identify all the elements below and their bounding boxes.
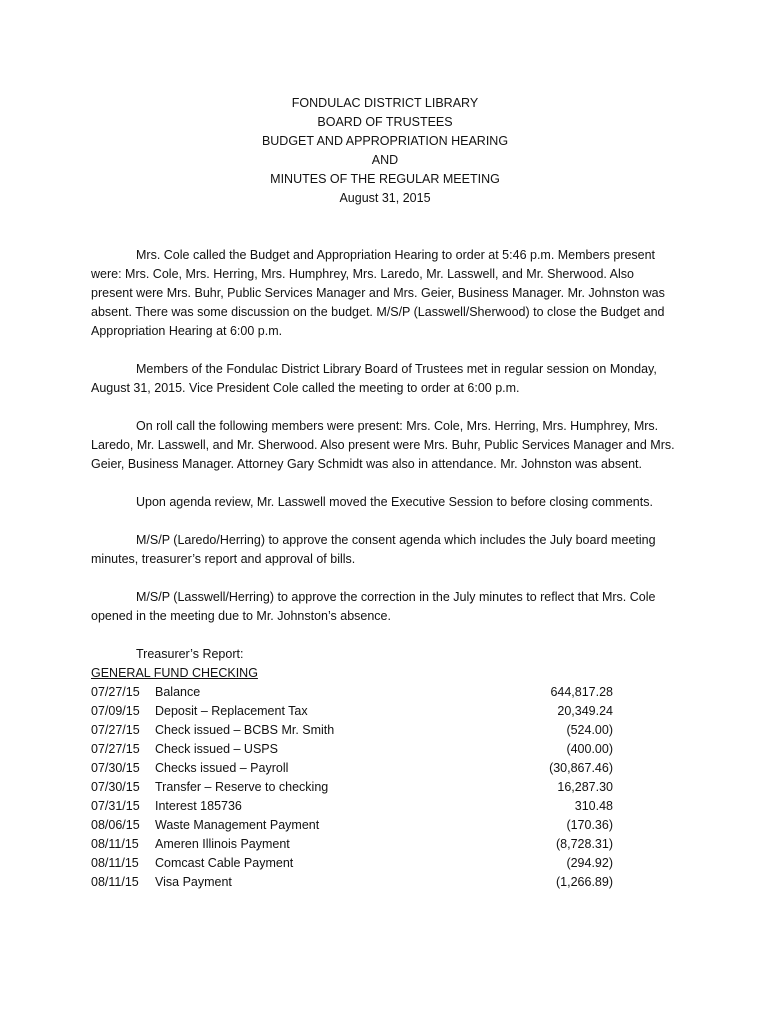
ledger-row — [91, 854, 679, 873]
entry-date: 08/06/15 — [91, 818, 140, 832]
entry-description: Visa Payment — [155, 875, 232, 889]
meeting-date: August 31, 2015 — [339, 191, 431, 205]
entry-date: 07/27/15 — [91, 723, 140, 737]
document-body — [91, 246, 679, 892]
paragraph-hearing: Mrs. Cole called the Budget and Appropriation Hearing to order at 5:46 p.m. Members present were: Mrs. Cole, Mrs. Herring, Mrs. Humphrey, Mrs. Laredo, Mr. Lasswell, and Mr. Sherwood. Also present were Mrs. Buhr, Public Services Manager and Mrs. Geier, Business Manager. Mr. Johnston was absent. There was some discussion on the budget. M/S/P (Lasswell/Sherwood) to close the Budget and Appropriation Hearing at 6:00 p.m. — [91, 248, 665, 338]
entry-description: Transfer – Reserve to checking — [155, 780, 329, 794]
ledger-row — [91, 759, 679, 778]
entry-date: 07/30/15 — [91, 780, 140, 794]
ledger-row — [91, 683, 679, 702]
ledger-row — [91, 835, 679, 854]
entry-description: Interest 185736 — [155, 799, 242, 813]
account-heading: GENERAL FUND CHECKING — [91, 666, 258, 680]
entry-date: 07/31/15 — [91, 799, 140, 813]
ledger-row — [91, 873, 679, 892]
entry-date: 08/11/15 — [91, 875, 139, 889]
ledger-row — [91, 721, 679, 740]
entry-amount: (1,266.89) — [556, 875, 613, 889]
board-name: BOARD OF TRUSTEES — [317, 115, 453, 129]
entry-date: 07/27/15 — [91, 685, 140, 699]
entry-amount: 310.48 — [574, 799, 613, 813]
entry-date: 08/11/15 — [91, 856, 139, 870]
entry-description: Ameren Illinois Payment — [155, 837, 290, 851]
ledger-row — [91, 797, 679, 816]
entry-amount: (170.36) — [566, 818, 613, 832]
document-header — [0, 94, 770, 208]
paragraph-minutes-correction: M/S/P (Lasswell/Herring) to approve the correction in the July minutes to reflect that Mrs. Cole opened in the meeting due to Mr. Johnston’s absence. — [91, 590, 656, 623]
ledger-row — [91, 816, 679, 835]
ledger-row — [91, 778, 679, 797]
entry-amount: (294.92) — [566, 856, 613, 870]
entry-description: Checks issued – Payroll — [155, 761, 289, 775]
entry-description: Comcast Cable Payment — [155, 856, 294, 870]
entry-amount: (8,728.31) — [556, 837, 613, 851]
entry-amount: (30,867.46) — [549, 761, 613, 775]
entry-amount: (400.00) — [566, 742, 613, 756]
paragraph-roll-call: On roll call the following members were present: Mrs. Cole, Mrs. Herring, Mrs. Humphrey, Mrs. Laredo, Mr. Lasswell, and Mr. Sherwood. Also present were Mrs. Buhr, Public Services Manager and Mrs. Geier, Business Manager. Attorney Gary Schmidt was also in attendance. Mr. Johnston was absent. — [91, 419, 675, 471]
entry-date: 07/09/15 — [91, 704, 140, 718]
minutes-title: MINUTES OF THE REGULAR MEETING — [270, 172, 500, 186]
ledger-row — [91, 740, 679, 759]
ledger-table — [91, 683, 679, 892]
entry-date: 08/11/15 — [91, 837, 139, 851]
entry-amount: 20,349.24 — [557, 704, 613, 718]
treasurer-report-label: Treasurer’s Report: — [136, 647, 244, 661]
entry-amount: 16,287.30 — [557, 780, 613, 794]
entry-date: 07/27/15 — [91, 742, 140, 756]
hearing-title: BUDGET AND APPROPRIATION HEARING — [261, 134, 509, 148]
entry-description: Deposit – Replacement Tax — [155, 704, 308, 718]
library-name: FONDULAC DISTRICT LIBRARY — [291, 96, 479, 110]
ledger-row — [91, 702, 679, 721]
entry-description: Balance — [155, 685, 201, 699]
paragraph-agenda-review: Upon agenda review, Mr. Lasswell moved the Executive Session to before closing comments. — [136, 495, 653, 509]
paragraph-consent-agenda: M/S/P (Laredo/Herring) to approve the consent agenda which includes the July board meeting minutes, treasurer’s report and approval of bills. — [91, 533, 656, 566]
entry-amount: (524.00) — [566, 723, 613, 737]
entry-description: Check issued – BCBS Mr. Smith — [155, 723, 335, 737]
title-conjunction: AND — [371, 153, 399, 167]
entry-amount: 644,817.28 — [550, 685, 613, 699]
entry-description: Check issued – USPS — [155, 742, 278, 756]
entry-description: Waste Management Payment — [155, 818, 320, 832]
paragraph-regular-session: Members of the Fondulac District Library Board of Trustees met in regular session on Monday, August 31, 2015. Vice President Cole called the meeting to order at 6:00 p.m. — [91, 362, 657, 395]
entry-date: 07/30/15 — [91, 761, 140, 775]
